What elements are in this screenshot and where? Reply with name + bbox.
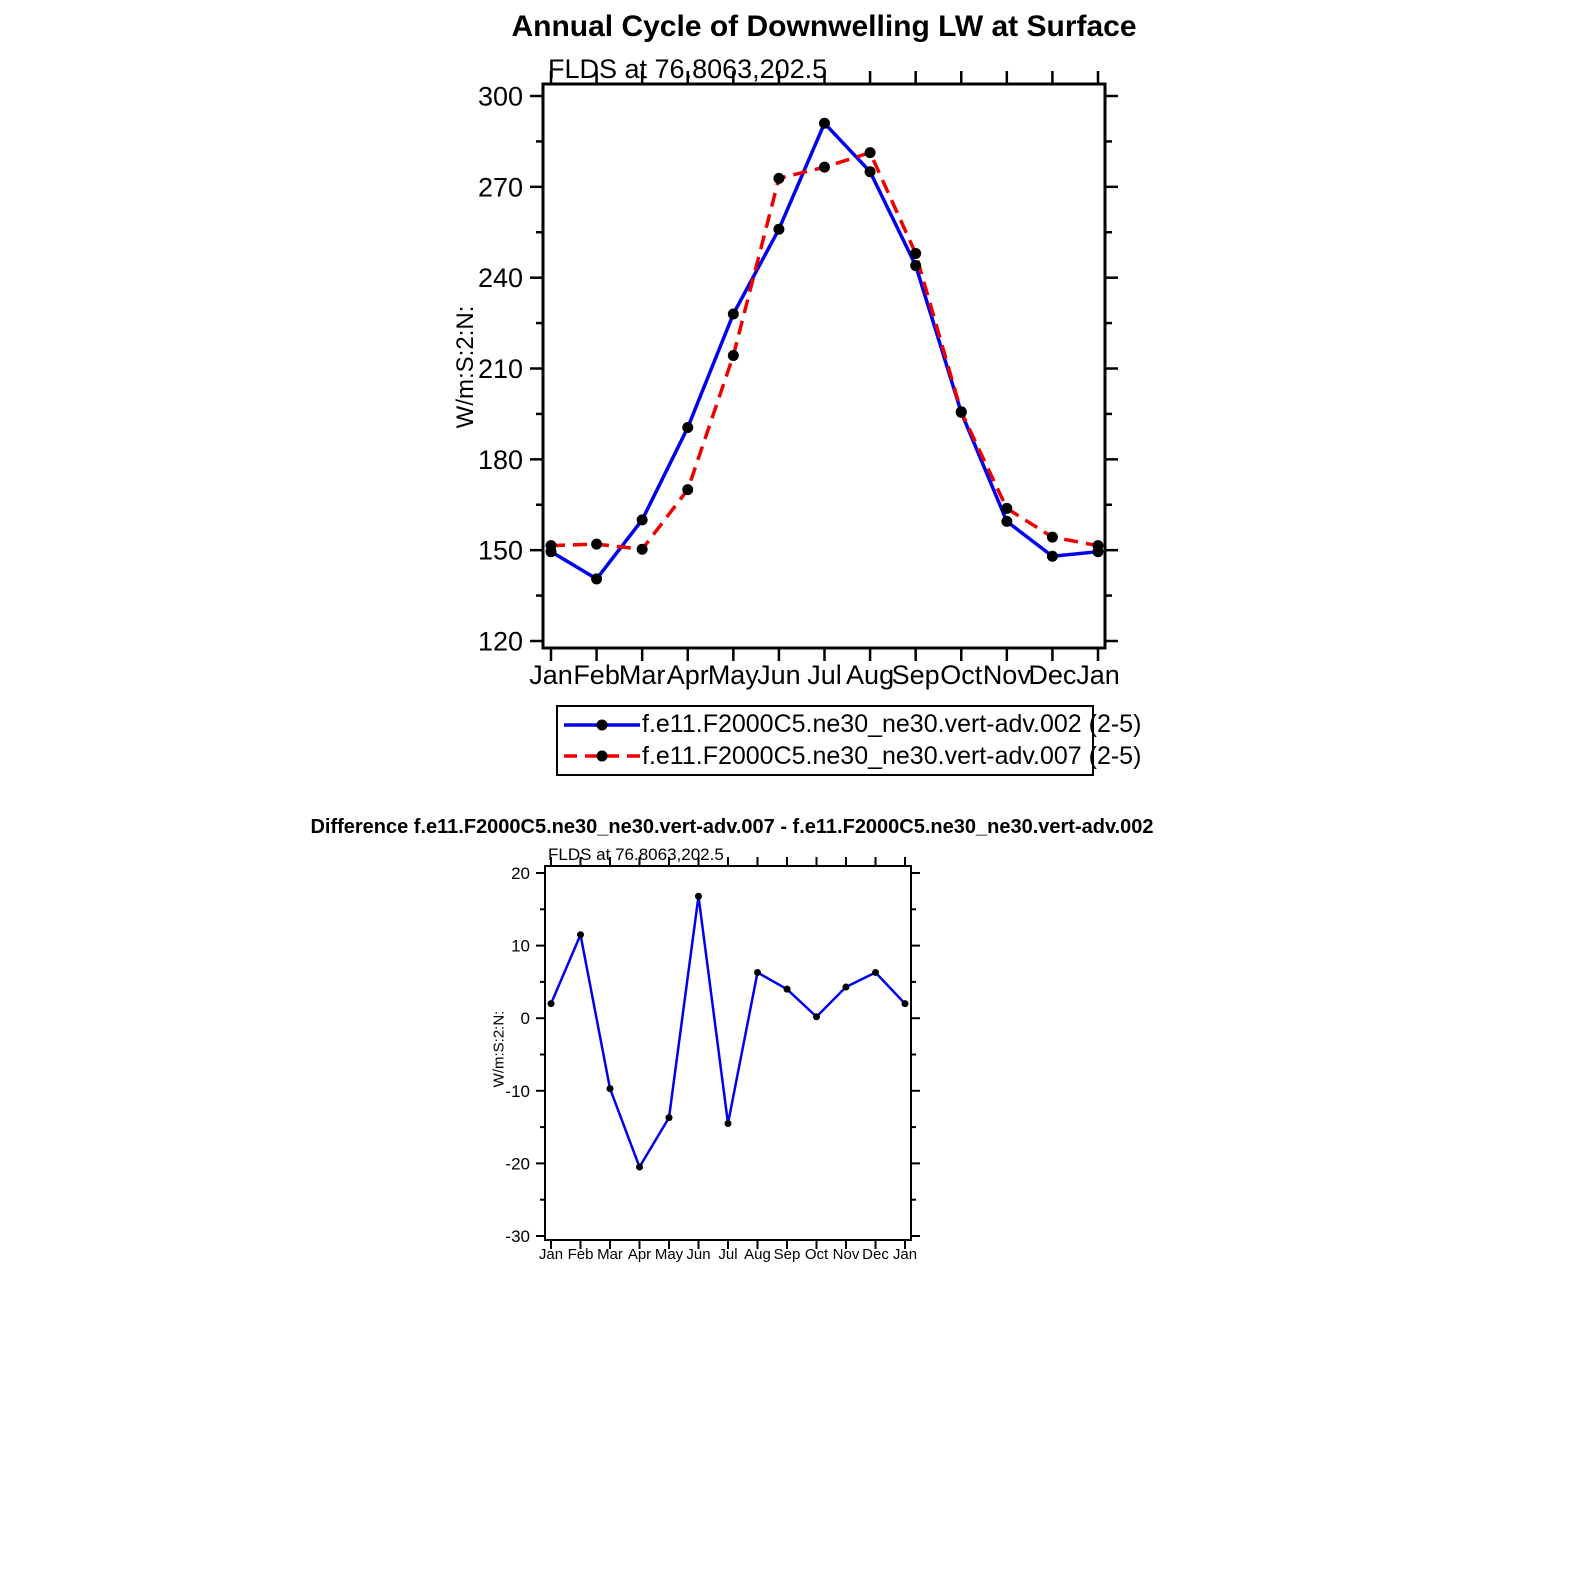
data-point-marker <box>682 422 693 433</box>
y-tick-label: 240 <box>477 263 523 294</box>
data-point-marker <box>819 162 830 173</box>
legend-marker-dot <box>597 751 608 762</box>
y-tick-label: 180 <box>477 444 523 475</box>
x-tick-label: Dec <box>1028 660 1077 690</box>
x-tick-label: Apr <box>627 1246 652 1263</box>
legend-label-007: f.e11.F2000C5.ne30_ne30.vert-adv.007 (2-5) <box>642 741 1142 770</box>
data-point-marker <box>872 969 879 976</box>
x-tick-label: Nov <box>832 1246 860 1263</box>
data-point-marker <box>1047 551 1058 562</box>
data-point-marker <box>910 260 921 271</box>
x-tick-label: Jan <box>538 1246 564 1263</box>
data-point-marker <box>843 983 850 990</box>
x-tick-label: Mar <box>597 1246 623 1263</box>
legend-label-002: f.e11.F2000C5.ne30_ne30.vert-adv.002 (2-5) <box>642 710 1142 739</box>
y-tick-label: 300 <box>477 81 523 112</box>
y-tick-label: 20 <box>511 863 530 883</box>
difference-chart-y-axis-label: W/m:S:2:N: <box>490 1010 508 1088</box>
data-point-marker <box>666 1114 673 1121</box>
data-point-marker <box>695 893 702 900</box>
blue-solid-line-icon <box>562 711 642 739</box>
data-point-marker <box>773 224 784 235</box>
plot-frame <box>545 866 911 1240</box>
data-point-marker <box>1093 540 1104 551</box>
x-tick-label: Feb <box>573 660 620 690</box>
x-tick-label: Sep <box>891 660 940 690</box>
x-tick-label: Apr <box>666 660 709 690</box>
red-dashed-line-icon <box>562 742 642 770</box>
x-tick-label: Feb <box>567 1246 594 1263</box>
top-chart-title: Annual Cycle of Downwelling LW at Surface <box>511 10 1137 43</box>
data-point-marker <box>865 147 876 158</box>
data-point-marker <box>591 539 602 550</box>
data-point-marker <box>725 1120 732 1127</box>
data-point-marker <box>728 350 739 361</box>
data-point-marker <box>754 969 761 976</box>
legend-item-007 <box>562 741 1142 772</box>
x-tick-label: May <box>707 660 759 690</box>
x-tick-label: Jun <box>686 1246 711 1263</box>
x-tick-label: Oct <box>940 660 983 690</box>
x-tick-label: Aug <box>846 660 895 690</box>
x-tick-label: Jun <box>757 660 801 690</box>
data-point-marker <box>607 1085 614 1092</box>
data-point-marker <box>956 406 967 417</box>
legend-marker-dot <box>597 719 608 730</box>
data-point-marker <box>1001 503 1012 514</box>
top-chart-y-axis-label: W/m:S:2:N: <box>452 305 479 429</box>
y-tick-label: 150 <box>477 535 523 566</box>
x-tick-label: May <box>654 1246 684 1263</box>
data-point-marker <box>1001 516 1012 527</box>
x-tick-label: Nov <box>982 660 1031 690</box>
x-tick-label: Jan <box>892 1246 918 1263</box>
difference-chart-title: Difference f.e11.F2000C5.ne30_ne30.vert-adv.007 - f.e11.F2000C5.ne30_ne30.vert-adv.002 <box>310 816 1154 838</box>
data-point-marker <box>813 1013 820 1020</box>
data-point-marker <box>819 118 830 129</box>
data-point-marker <box>591 573 602 584</box>
legend-item-002 <box>562 709 1142 740</box>
data-point-marker <box>682 484 693 495</box>
series-line <box>551 153 1098 550</box>
data-point-marker <box>784 986 791 993</box>
x-tick-label: Dec <box>862 1246 889 1263</box>
y-tick-label: 210 <box>477 353 523 384</box>
y-tick-label: 10 <box>511 936 530 956</box>
x-tick-label: Jan <box>1076 660 1120 690</box>
data-point-marker <box>636 1164 643 1171</box>
y-tick-label: -10 <box>505 1081 530 1101</box>
data-point-marker <box>902 1000 909 1007</box>
data-point-marker <box>548 1000 555 1007</box>
top-chart-subtitle: FLDS at 76.8063,202.5 <box>548 54 828 84</box>
data-point-marker <box>546 540 557 551</box>
x-tick-label: Oct <box>804 1246 829 1263</box>
series-line <box>551 123 1098 579</box>
y-tick-label: 270 <box>477 172 523 203</box>
x-tick-label: Sep <box>773 1246 801 1263</box>
x-tick-label: Mar <box>618 660 666 690</box>
data-point-marker <box>637 544 648 555</box>
x-tick-label: Aug <box>744 1246 771 1263</box>
data-point-marker <box>637 514 648 525</box>
data-point-marker <box>1047 532 1058 543</box>
data-point-marker <box>865 166 876 177</box>
data-point-marker <box>728 309 739 320</box>
x-tick-label: Jul <box>718 1246 738 1263</box>
y-tick-label: 0 <box>520 1009 530 1029</box>
data-point-marker <box>910 248 921 259</box>
x-tick-label: Jan <box>529 660 573 690</box>
difference-chart-subtitle: FLDS at 76.8063,202.5 <box>548 845 724 864</box>
data-point-marker <box>773 173 784 184</box>
y-tick-label: -30 <box>505 1226 530 1246</box>
y-tick-label: 120 <box>477 626 523 657</box>
x-tick-label: Jul <box>807 660 842 690</box>
y-tick-label: -20 <box>505 1154 530 1174</box>
data-point-marker <box>577 931 584 938</box>
legend <box>556 705 1142 776</box>
